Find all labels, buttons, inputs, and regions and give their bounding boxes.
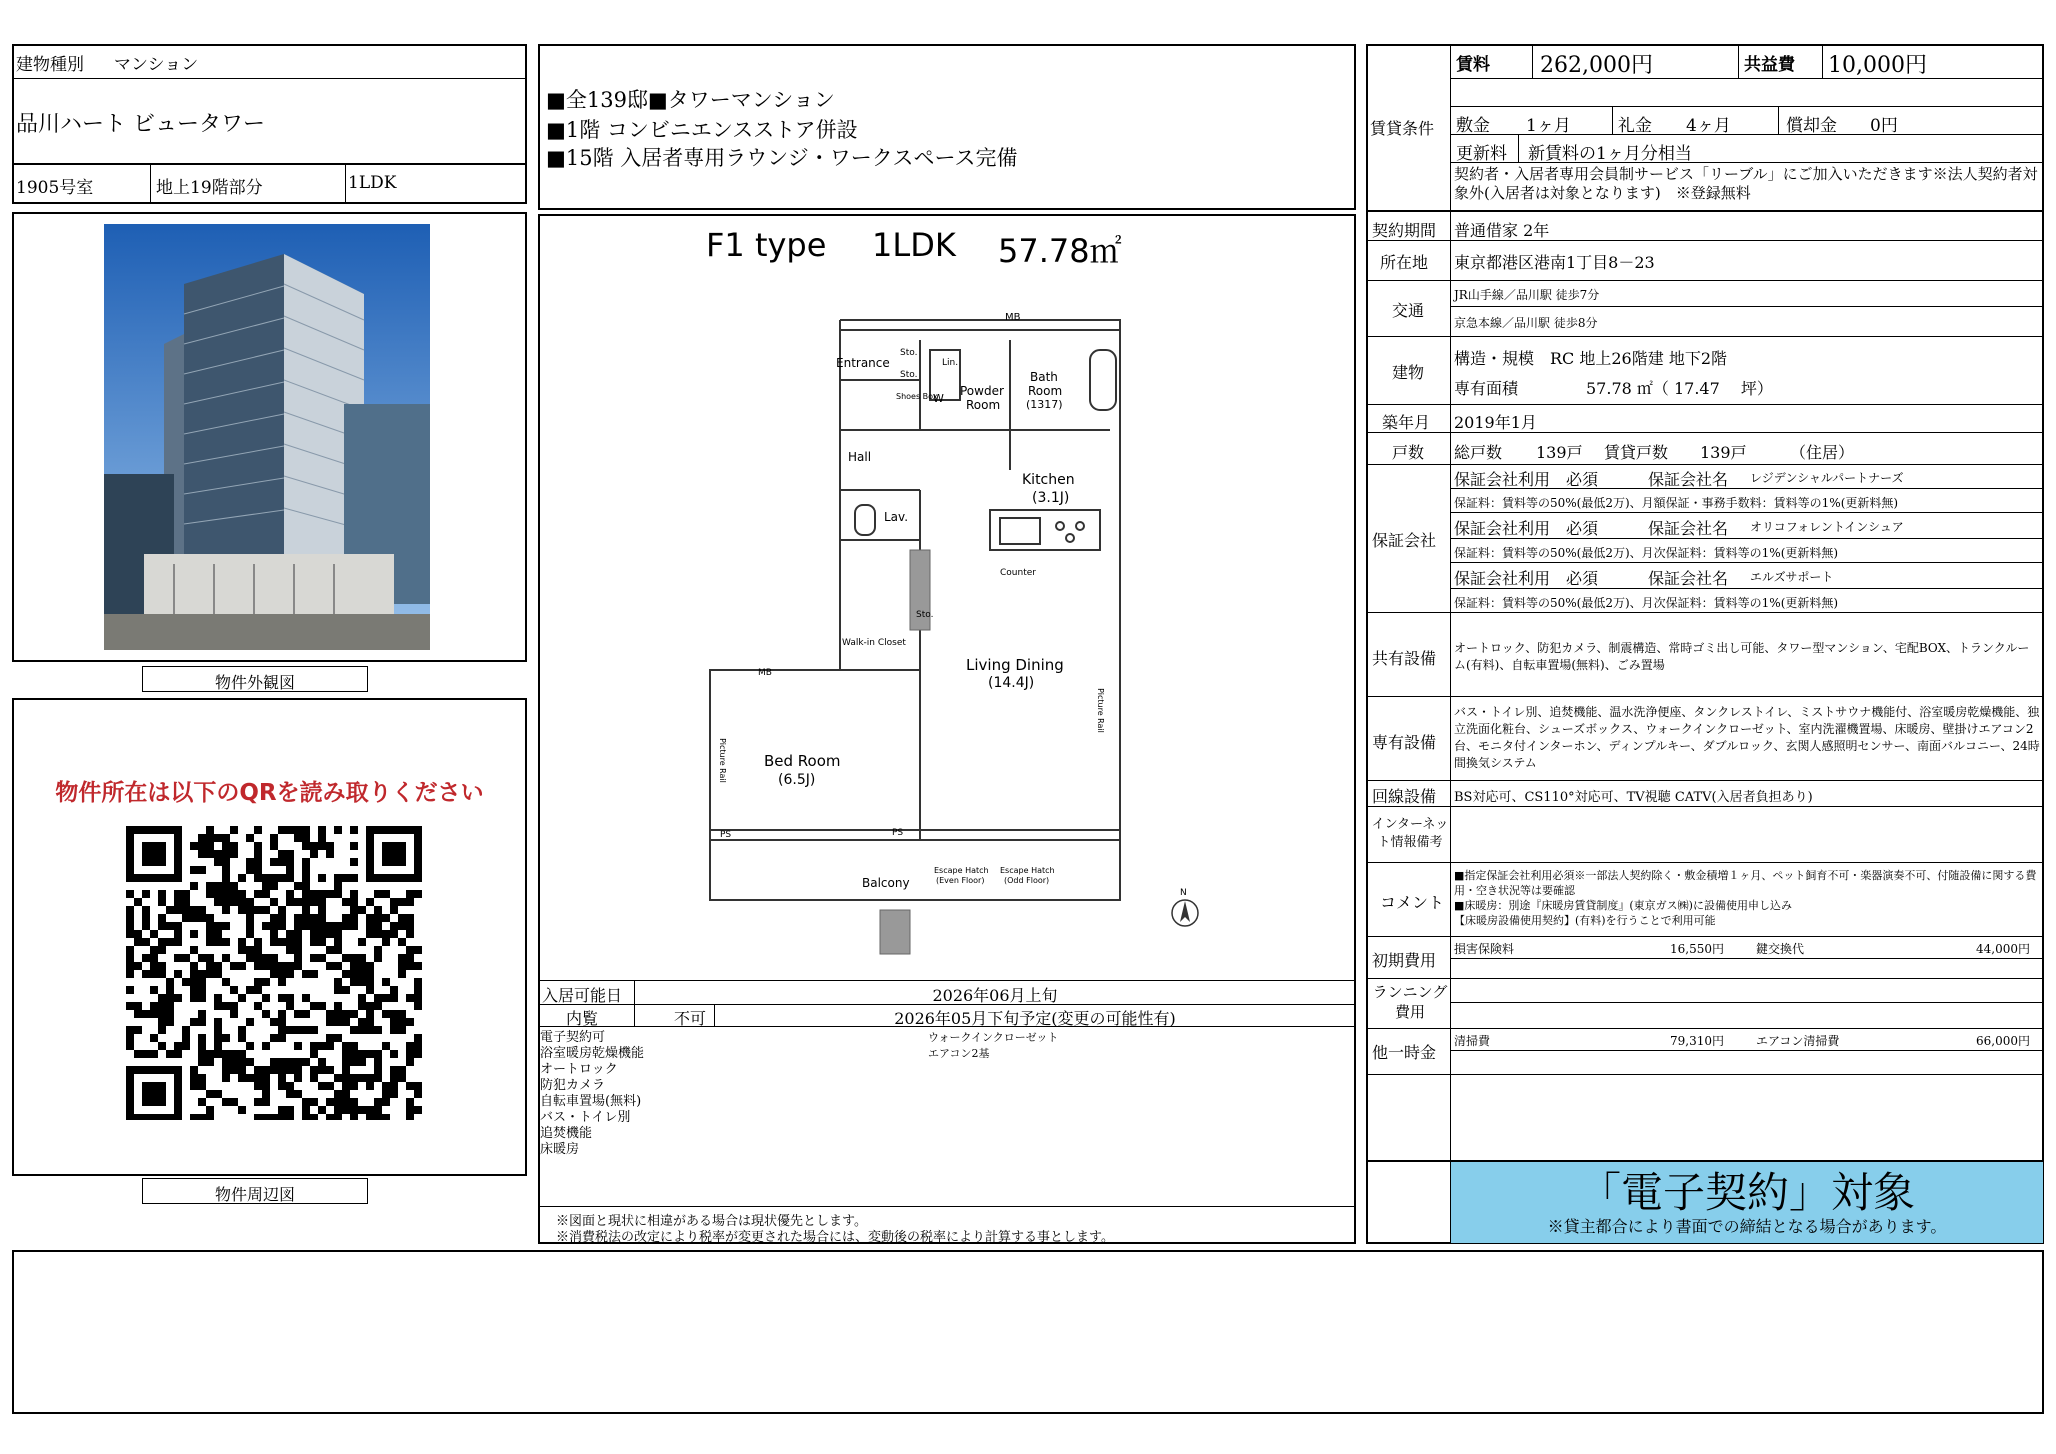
feature-line-1: ■全139邸■タワーマンション xyxy=(546,88,835,112)
structure-label: 構造・規模 xyxy=(1454,349,1535,368)
guarantor-3-use: 保証会社利用 必須 xyxy=(1454,569,1599,588)
movein-value: 2026年06月上旬 xyxy=(932,986,1058,1005)
comment-line: ■床暖房：別途『床暖房賃貸制度』(東京ガス㈱)に設備使用申し込み xyxy=(1454,899,1792,912)
tag-item: オートロック xyxy=(540,1062,618,1077)
north-arrow-label: N xyxy=(1180,888,1187,898)
fp-powder-2: Room xyxy=(966,398,1001,412)
membership-note: 契約者・入居者専用会員制サービス「リーブル」にご加入いただきます※法人契約者対象外(入居者は対象となります) ※登録無料 xyxy=(1454,165,2038,202)
transit-1: JR山手線／品川駅 徒歩7分 xyxy=(1454,288,1600,302)
comment-body xyxy=(1454,868,2040,928)
tag-item: 防犯カメラ xyxy=(540,1078,606,1093)
fp-w: W xyxy=(933,392,944,405)
building-type-label: 建物種別 xyxy=(16,55,84,75)
residence-label: （住居） xyxy=(1790,443,1855,462)
built-label: 築年月 xyxy=(1382,413,1431,432)
floorplan-type: F1 type xyxy=(706,226,827,264)
cleaning-value: 79,310円 xyxy=(1670,1034,1724,1048)
tag-item: バス・トイレ別 xyxy=(540,1110,631,1125)
key-exchange-value: 44,000円 xyxy=(1976,942,2030,956)
room-layout: 1LDK xyxy=(348,173,397,193)
building-label: 建物 xyxy=(1392,363,1425,382)
fp-living: Living Dining xyxy=(966,656,1064,674)
feature-line-3: ■15階 入居者専用ラウンジ・ワークスペース完備 xyxy=(546,146,1018,170)
movein-label: 入居可能日 xyxy=(542,986,623,1005)
amortization-value: 0円 xyxy=(1870,116,1898,136)
initial-cost-label: 初期費用 xyxy=(1372,951,1437,970)
rental-units-label: 賃貸戸数 xyxy=(1604,443,1669,462)
cleaning-label: 清掃費 xyxy=(1454,1034,1491,1048)
bottom-remarks-box xyxy=(12,1250,2044,1414)
e-contract-title: 「電子契約」対象 xyxy=(1578,1168,1915,1217)
qr-notice: 物件所在は以下のQRを読み取りください xyxy=(55,780,484,806)
rent-section-label: 賃貸条件 xyxy=(1370,119,1435,138)
fp-escape-2b: (Odd Floor) xyxy=(1004,876,1050,885)
note-1: ※図面と現状に相違がある場合は現状優先とします。 xyxy=(556,1214,867,1229)
fp-kitchen-size: (3.1J) xyxy=(1032,490,1070,506)
structure-value: RC 地上26階建 地下2階 xyxy=(1550,349,1728,368)
fp-bed: Bed Room xyxy=(764,752,841,770)
tag-item: エアコン2基 xyxy=(928,1047,990,1060)
shared-equipment-label: 共有設備 xyxy=(1372,649,1437,668)
fp-kitchen: Kitchen xyxy=(1022,472,1075,488)
fp-escape-1: Escape Hatch xyxy=(934,866,989,875)
fp-balcony: Balcony xyxy=(862,876,910,890)
area-value: 57.78 ㎡（ 17.47 坪） xyxy=(1586,379,1773,398)
private-equipment-value: バス・トイレ別、追焚機能、温水洗浄便座、タンクレストイレ、ミストサウナ機能付、浴室暖房乾燥機能、独立洗面化粧台、シューズボックス、ウォークインクローゼット、室内洗濯機置場、床暖房、壁掛けエアコン2台、モニタ付インターホン、ディンプルキー、ダブルロック、玄関人感照明センサー、南面バルコニー、24時間換気システム xyxy=(1454,705,2040,770)
running-cost-label: ランニング費用 xyxy=(1372,983,1448,1021)
total-units-label: 総戸数 xyxy=(1454,443,1503,462)
guarantor-2-fee: 保証料：賃料等の50%(最低2万)、月次保証料：賃料等の1%(更新料無) xyxy=(1454,546,1839,560)
tag-item: 追焚機能 xyxy=(540,1126,593,1141)
floor-level: 地上19階部分 xyxy=(156,178,263,198)
guarantor-3-fee: 保証料：賃料等の50%(最低2万)、月次保証料：賃料等の1%(更新料無) xyxy=(1454,596,1839,610)
qr-code xyxy=(122,826,426,1120)
fp-lin: Lin. xyxy=(942,358,959,368)
total-units-value: 139戸 xyxy=(1536,443,1583,462)
fp-counter: Counter xyxy=(1000,568,1036,578)
internet-label: インターネット情報備考 xyxy=(1371,817,1449,850)
floorplan-drawing xyxy=(690,280,1210,960)
fp-lav: Lav. xyxy=(884,510,909,524)
tag-item: ウォークインクローゼット xyxy=(928,1031,1059,1044)
e-contract-note: ※貸主都合により書面での締結となる場合があります。 xyxy=(1547,1217,1947,1236)
building-type-value: マンション xyxy=(114,55,199,75)
area-label: 専有面積 xyxy=(1454,379,1519,398)
private-equipment-label: 専有設備 xyxy=(1372,733,1437,752)
line-equipment-label: 回線設備 xyxy=(1372,787,1437,806)
guarantor-1-fee: 保証料：賃料等の50%(最低2万)、月額保証・事務手数料：賃料等の1%(更新料無) xyxy=(1454,496,1899,510)
deposit-value: 1ヶ月 xyxy=(1526,116,1571,136)
insurance-label: 損害保険料 xyxy=(1454,942,1515,956)
rental-units-value: 139戸 xyxy=(1700,443,1747,462)
tag-item: 床暖房 xyxy=(540,1142,580,1157)
fp-walkin: Walk-in Closet xyxy=(842,638,906,648)
guarantor-1-name: レジデンシャルパートナーズ xyxy=(1750,471,1904,485)
comment-line: ■指定保証会社利用必須※一部法人契約除く・敷金積増１ヶ月、ペット飼育不可・楽器演奏不可、付随設備に関する費用・空き状況等は要確認 xyxy=(1454,869,2037,897)
fp-escape-1b: (Even Floor) xyxy=(936,876,985,885)
tag-list-2 xyxy=(928,1030,1058,1062)
fp-bath-2: Room xyxy=(1028,384,1063,398)
fp-mb-top: MB xyxy=(1005,312,1021,323)
comment-label: コメント xyxy=(1380,893,1445,912)
ac-cleaning-value: 66,000円 xyxy=(1976,1034,2030,1048)
key-money-value: 4ヶ月 xyxy=(1686,116,1731,136)
fp-bath: Bath xyxy=(1030,370,1058,384)
fp-picture-rail-2: Picture Rail xyxy=(1095,688,1105,733)
floorplan-area: 57.78㎡ xyxy=(998,232,1122,270)
fp-living-size: (14.4J) xyxy=(988,675,1035,691)
fp-escape-2: Escape Hatch xyxy=(1000,866,1055,875)
viewing-value: 2026年05月下旬予定(変更の可能性有) xyxy=(894,1009,1176,1028)
photo-caption: 物件外観図 xyxy=(214,673,295,692)
guarantor-1-name-label: 保証会社名 xyxy=(1648,470,1729,489)
map-caption: 物件周辺図 xyxy=(214,1185,295,1204)
address-value: 東京都港区港南1丁目8－23 xyxy=(1454,253,1655,272)
line-equipment-value: BS対応可、CS110°対応可、TV視聴 CATV(入居者負担あり) xyxy=(1454,790,1813,805)
units-label: 戸数 xyxy=(1392,443,1425,462)
tag-item: 自転車置場(無料) xyxy=(540,1094,642,1109)
guarantor-label: 保証会社 xyxy=(1372,531,1437,550)
building-name: 品川ハート ビュータワー xyxy=(16,112,265,137)
contract-value: 普通借家 2年 xyxy=(1454,221,1550,240)
comment-line: 【床暖房設備使用契約】(有料)を行うことで利用可能 xyxy=(1454,914,1716,927)
fp-ps-1: PS xyxy=(720,830,732,840)
guarantor-2-use: 保証会社利用 必須 xyxy=(1454,519,1599,538)
guarantor-3-name-label: 保証会社名 xyxy=(1648,569,1729,588)
contract-label: 契約期間 xyxy=(1372,221,1437,240)
key-exchange-label: 鍵交換代 xyxy=(1756,942,1805,956)
insurance-value: 16,550円 xyxy=(1670,942,1724,956)
fp-picture-rail-1: Picture Rail xyxy=(717,738,727,783)
rent-value: 262,000円 xyxy=(1540,53,1653,78)
renewal-value: 新賃料の1ヶ月分相当 xyxy=(1528,144,1692,164)
building-photo xyxy=(104,224,430,650)
renewal-label: 更新料 xyxy=(1456,144,1507,164)
shared-equipment-value: オートロック、防犯カメラ、制震構造、常時ゴミ出し可能、タワー型マンション、宅配BOX、トランクルーム(有料)、自転車置場(無料)、ごみ置場 xyxy=(1454,641,2030,672)
fp-sto-3: Sto. xyxy=(916,610,934,620)
address-label: 所在地 xyxy=(1380,253,1429,272)
viewing-label: 内覧 xyxy=(566,1009,599,1028)
fp-hall: Hall xyxy=(848,450,872,464)
fp-powder: Powder xyxy=(960,384,1004,398)
tag-item: 電子契約可 xyxy=(540,1030,606,1045)
one-time-label: 他一時金 xyxy=(1372,1043,1437,1062)
feature-line-2: ■1階 コンビニエンスストア併設 xyxy=(546,118,858,142)
deposit-label: 敷金 xyxy=(1456,116,1490,136)
fp-shoes-box: Shoes Box xyxy=(896,392,938,401)
fp-sto-2: Sto. xyxy=(900,370,918,380)
rent-label: 賃料 xyxy=(1456,55,1490,75)
floorplan-layout: 1LDK xyxy=(872,226,956,264)
key-money-label: 礼金 xyxy=(1618,116,1652,136)
fp-bed-size: (6.5J) xyxy=(778,772,816,788)
transit-2: 京急本線／品川駅 徒歩8分 xyxy=(1454,316,1598,330)
tag-item: 浴室暖房乾燥機能 xyxy=(540,1046,645,1061)
fp-ps-2: PS xyxy=(892,828,904,838)
common-fee-value: 10,000円 xyxy=(1828,53,1927,78)
north-arrow-icon xyxy=(1170,898,1200,928)
guarantor-2-name: オリコフォレントインシュア xyxy=(1750,520,1904,534)
common-fee-label: 共益費 xyxy=(1744,55,1795,75)
fp-entrance: Entrance xyxy=(836,356,890,370)
transit-label: 交通 xyxy=(1392,301,1425,320)
tag-list-1 xyxy=(540,1030,644,1158)
guarantor-1-use: 保証会社利用 必須 xyxy=(1454,470,1599,489)
ac-cleaning-label: エアコン清掃費 xyxy=(1756,1034,1840,1048)
built-value: 2019年1月 xyxy=(1454,413,1537,432)
fp-bath-3: (1317) xyxy=(1026,398,1063,411)
note-2: ※消費税法の改定により税率が変更された場合には、変動後の税率により計算する事とします。 xyxy=(556,1230,1114,1245)
fp-sto-1: Sto. xyxy=(900,348,918,358)
fp-mb-left: MB xyxy=(758,668,772,678)
room-number: 1905号室 xyxy=(16,178,94,198)
guarantor-3-name: エルズサポート xyxy=(1750,570,1834,584)
guarantor-2-name-label: 保証会社名 xyxy=(1648,519,1729,538)
viewing-status: 不可 xyxy=(674,1009,707,1028)
amortization-label: 償却金 xyxy=(1786,116,1837,136)
